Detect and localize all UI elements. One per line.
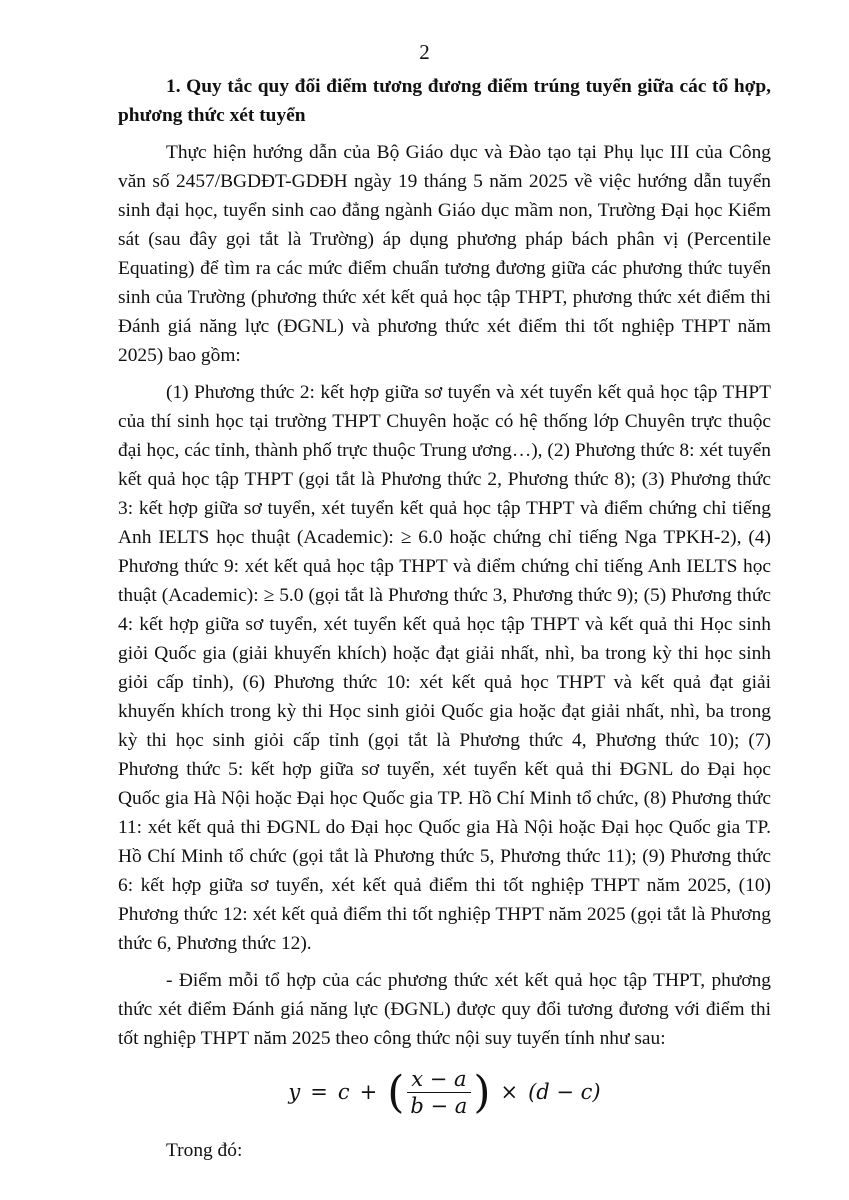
formula-c: c [337,1080,350,1104]
paragraph-methods: (1) Phương thức 2: kết hợp giữa sơ tuyển và xét tuyển kết quả học tập THPT của thí sinh học tại trường THPT Chuyên hoặc có hệ thống lớp Chuyên trực thuộc đại học, các tỉnh, thành phố trực thuộc Trung ương…), (2) Phương thức 8: xét tuyển kết quả học tập THPT (gọi tắt là Phương thức 2, Phương thức 8); (3) Phương thức 3: kết hợp giữa sơ tuyển, xét tuyển kết quả học tập THPT và điểm chứng chỉ tiếng Anh IELTS học thuật (Academic): ≥ 6.0 hoặc chứng chỉ tiếng Nga TPKH-2), (4) Phương thức 9: xét kết quả học tập THPT và điểm chứng chỉ tiếng Anh IELTS học thuật (Academic): ≥ 5.0 (gọi tắt là Phương thức 3, Phương thức 9); (5) Phương thức 4: kết hợp giữa sơ tuyển, xét tuyển kết quả học tập THPT và kết quả thi Học sinh giỏi Quốc gia (giải khuyến khích) hoặc đạt giải nhất, nhì, ba trong kỳ thi học sinh giỏi cấp tỉnh), (6) Phương thức 10: xét kết quả học THPT và kết quả đạt giải khuyến khích trong kỳ thi Học sinh giỏi Quốc gia hoặc đạt giải nhất, nhì, ba trong kỳ thi học sinh giỏi cấp tỉnh (gọi tắt là Phương thức 4, Phương thức 10); (7) Phương thức 5: kết hợp giữa sơ tuyển, xét tuyển kết quả thi ĐGNL do Đại học Quốc gia Hà Nội hoặc Đại học Quốc gia TP. Hồ Chí Minh tổ chức, (8) Phương thức 11: xét kết quả thi ĐGNL do Đại học Quốc gia Hà Nội hoặc Đại học Quốc gia TP. Hồ Chí Minh tổ chức (gọi tắt là Phương thức 5, Phương thức 11); (9) Phương thức 6: kết hợp giữa sơ tuyển, xét kết quả điểm thi tốt nghiệp THPT năm 2025, (10) Phương thức 12: xét kết quả điểm thi tốt nghiệp THPT năm 2025 (gọi tắt là Phương thức 6, Phương thức 12). [118,382,771,954]
formula-fraction-group [387,1067,490,1118]
formula-lhs: y [288,1080,301,1104]
formula-numerator: x − a [407,1067,470,1093]
section-heading: 1. Quy tắc quy đổi điểm tương đương điểm trúng tuyển giữa các tổ hợp, phương thức xét tuyển [118,76,771,126]
formula-open-paren: ( [387,1066,405,1118]
page-number: 2 [419,40,430,64]
paragraph-intro: Thực hiện hướng dẫn của Bộ Giáo dục và Đào tạo tại Phụ lục III của Công văn số 2457/BGDĐT-GDĐH ngày 19 tháng 5 năm 2025 về việc hướng dẫn tuyển sinh đại học, tuyển sinh cao đẳng ngành Giáo dục mầm non, Trường Đại học Kiểm sát (sau đây gọi tắt là Trường) áp dụng phương pháp bách phân vị (Percentile Equating) để tìm ra các mức điểm chuẩn tương đương giữa các phương thức tuyển sinh của Trường (phương thức xét kết quả học tập THPT, phương thức xét điểm thi Đánh giá năng lực (ĐGNL) và phương thức xét điểm thi tốt nghiệp THPT năm 2025) bao gồm: [118,142,771,366]
formula-close-paren: ) [473,1066,491,1118]
formula-fraction [406,1067,471,1118]
formula-plus: + [359,1080,378,1104]
formula-rhs: (d − c) [528,1080,601,1104]
formula-times: × [500,1080,519,1104]
paragraph-conversion: - Điểm mỗi tổ hợp của các phương thức xét kết quả học tập THPT, phương thức xét điểm Đánh giá năng lực (ĐGNL) được quy đổi tương đương với điểm thi tốt nghiệp THPT năm 2025 theo công thức nội suy tuyến tính như sau: [118,970,771,1049]
formula-equals: = [310,1080,328,1104]
document-body [118,72,771,1173]
formula-denominator: b − a [410,1094,468,1118]
paragraph-closing: Trong đó: [166,1140,243,1161]
interpolation-formula [118,1067,771,1118]
